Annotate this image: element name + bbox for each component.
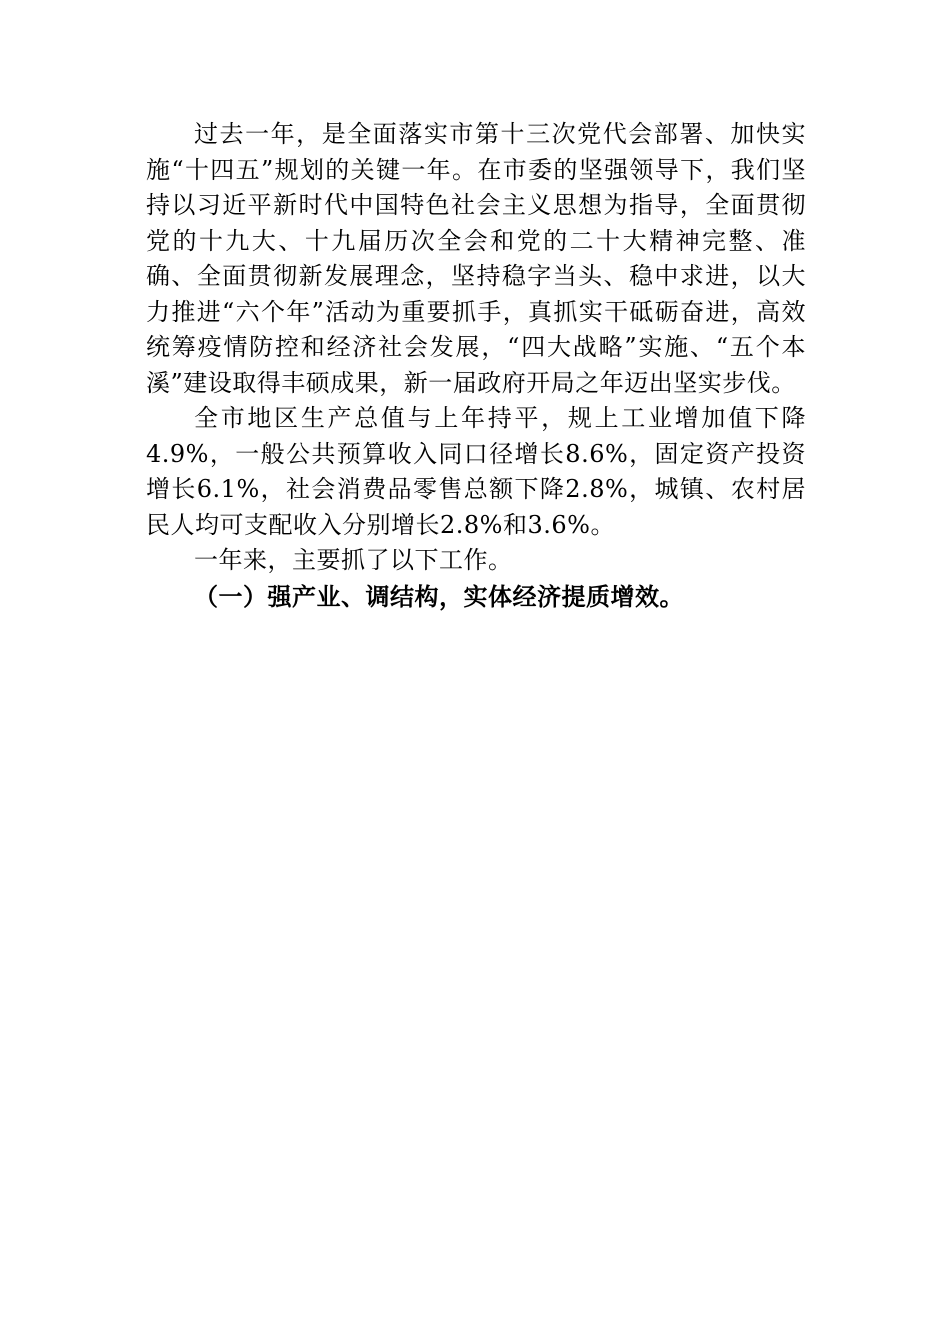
section-heading: （一）强产业、调结构，实体经济提质增效。 xyxy=(194,581,684,611)
paragraph-overview: 过去一年，是全面落实市第十三次党代会部署、加快实施“十四五”规划的关键一年。在市委的坚强领导下，我们坚持以习近平新时代中国特色社会主义思想为指导，全面贯彻党的十九大、十九届历次全会和党的二十大精神完整、准确、全面贯彻新发展理念，坚持稳字当头、稳中求进，以大力推进“六个年”活动为重要抓手，真抓实干砥砺奋进，高效统筹疫情防控和经济社会发展，“四大战略”实施、“五个本溪”建设取得丰硕成果，新一届政府开局之年迈出坚实步伐。 xyxy=(146,120,806,397)
document-body xyxy=(146,117,806,614)
paragraph-intro: 一年来，主要抓了以下工作。 xyxy=(194,546,513,574)
paragraph-statistics: 全市地区生产总值与上年持平，规上工业增加值下降4.9%，一般公共预算收入同口径增长8.6%，固定资产投资增长6.1%，社会消费品零售总额下降2.8%，城镇、农村居民人均可支配收入分别增长2.8%和3.6%。 xyxy=(146,404,806,539)
